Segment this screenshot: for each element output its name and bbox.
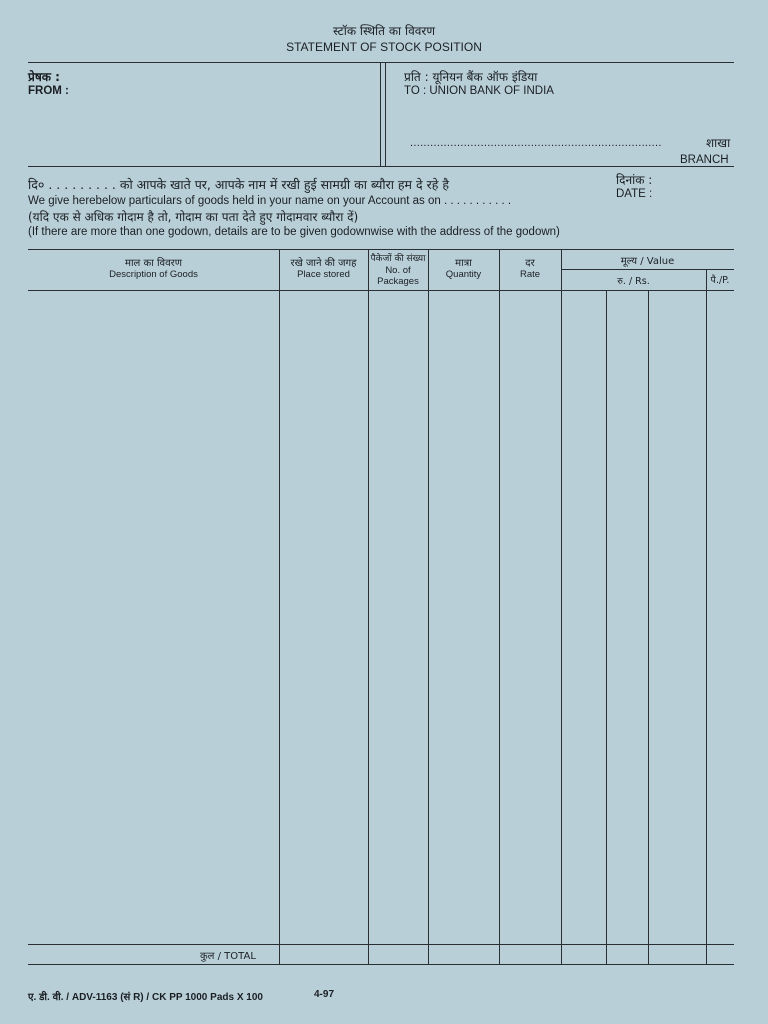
col-divider-3	[428, 249, 429, 964]
rs-divider-1	[606, 290, 607, 964]
branch-label-hindi: शाखा	[706, 136, 731, 150]
col-header-packages-english: No. of Packages	[377, 265, 419, 287]
table-header-rule	[28, 290, 734, 291]
col-header-rate-hindi: दर	[525, 258, 535, 269]
intro-line-3: (यदि एक से अधिक गोदाम है तो, गोदाम का पता देते हुए गोदामवार ब्यौरा दें)	[28, 210, 359, 224]
col-header-description-english: Description of Goods	[109, 269, 198, 280]
col-header-description-hindi: माल का विवरण	[124, 258, 182, 269]
total-top-rule	[28, 944, 734, 945]
col-divider-4	[499, 249, 500, 964]
title-hindi: स्टॉक स्थिति का विवरण	[333, 24, 435, 38]
branch-label-english: BRANCH	[680, 154, 729, 166]
col-header-paise: पै./P.	[710, 275, 730, 286]
col-divider-1	[279, 249, 280, 964]
from-label-english: FROM :	[28, 85, 69, 97]
to-label-hindi: प्रति : यूनियन बैंक ऑफ इंडिया	[404, 70, 538, 84]
total-label: कुल / TOTAL	[200, 951, 256, 962]
col-header-quantity-hindi: मात्रा	[455, 258, 472, 269]
col-header-packages-hindi: पैकेजों की संख्या	[370, 254, 426, 264]
table-top-rule	[28, 249, 734, 250]
from-to-divider-1	[380, 62, 381, 166]
header-bottom-rule	[28, 166, 734, 167]
col-header-quantity-english: Quantity	[445, 269, 482, 280]
col-header-place-hindi: रखे जाने की जगह	[290, 258, 357, 269]
from-to-divider-2	[385, 62, 386, 166]
title-english: STATEMENT OF STOCK POSITION	[286, 40, 482, 54]
p-divider	[706, 269, 707, 964]
col-header-value: मूल्य / Value	[620, 256, 675, 267]
intro-line-1: दि० . . . . . . . . . को आपके खाते पर, आपके नाम में रखी हुई सामग्री का ब्यौरा हम दे रहे है	[28, 177, 449, 192]
intro-line-2: We give herebelow particulars of goods held in your name on your Account as on . . . . . . . . . . .	[28, 195, 512, 207]
form-code: ए. डी. वी. / ADV-1163 (सं R) / CK PP 1000 Pads X 100	[28, 992, 263, 1003]
rs-divider-2	[648, 290, 649, 964]
to-label-english: TO : UNION BANK OF INDIA	[404, 85, 554, 97]
header-top-rule	[28, 62, 734, 63]
value-subheader-rule	[561, 269, 734, 270]
table-bottom-rule	[28, 964, 734, 965]
col-header-rupees: रु. / Rs.	[617, 276, 650, 287]
date-label-english: DATE :	[616, 188, 653, 200]
col-header-rate-english: Rate	[519, 269, 541, 280]
form-date: 4-97	[314, 989, 335, 1000]
branch-dots: ...........................................................................	[410, 137, 662, 149]
col-divider-5	[561, 249, 562, 964]
date-label-hindi: दिनांक :	[616, 173, 653, 187]
intro-line-4: (If there are more than one godown, details are to be given godownwise with the address of the godown)	[28, 226, 560, 238]
col-header-place-english: Place stored	[297, 269, 350, 280]
col-divider-2	[368, 249, 369, 964]
from-label-hindi: प्रेषक :	[28, 70, 60, 84]
